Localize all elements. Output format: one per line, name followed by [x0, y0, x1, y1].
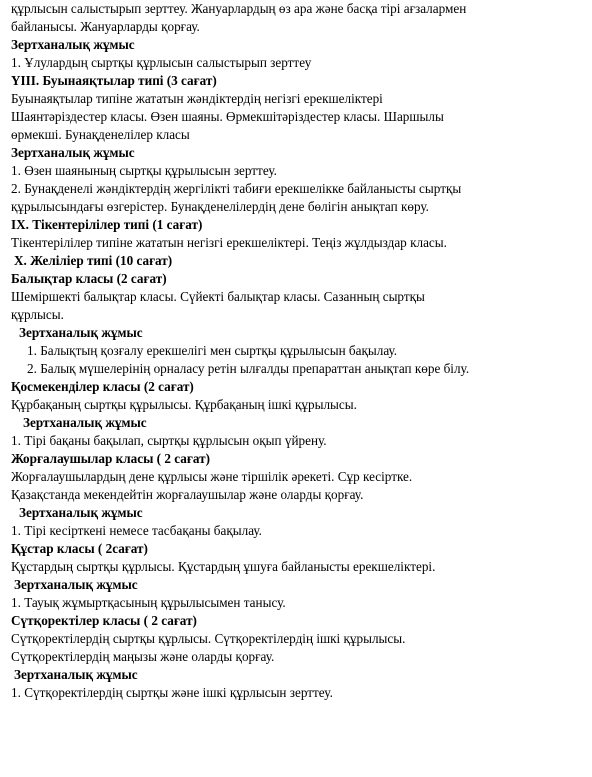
lab-work-heading: Зертханалық жұмыс — [23, 415, 147, 430]
class-heading: Балықтар класы (2 сағат) — [11, 271, 167, 286]
lab-work-item: 2. Бунақденелі жәндіктердің жергілікті табиғи ерекшелікке байланысты сыртқы — [11, 181, 462, 196]
class-heading: Жорғалаушылар класы ( 2 сағат) — [11, 451, 210, 466]
lab-work-heading: Зертханалық жұмыс — [14, 667, 138, 682]
body-text: Тікентерілілер типіне жататын негізгі ерекшеліктері. Теңіз жұлдыздар класы. — [11, 235, 447, 250]
lab-work-item: 1. Өзен шаянының сыртқы құрылысын зерттеу. — [11, 163, 277, 178]
lab-work-heading: Зертханалық жұмыс — [19, 325, 143, 340]
body-text: құрлысын салыстырып зерттеу. Жануарлардың өз ара және басқа тірі ағзалармен — [11, 1, 467, 16]
lab-work-item: 2. Балық мүшелерінің орналасу ретін ылғалды препараттан анықтап көре білу. — [27, 361, 470, 376]
body-text: Сүтқоректілердің сыртқы құрлысы. Сүтқоректілердің ішкі құрылысы. — [11, 631, 406, 646]
body-text: Шеміршекті балықтар класы. Сүйекті балықтар класы. Сазанның сыртқы — [11, 289, 425, 304]
class-heading: Қосмекенділер класы (2 сағат) — [11, 379, 194, 394]
document-page — [11, 0, 586, 702]
body-text: құрлысы. — [11, 307, 64, 322]
class-heading: Құстар класы ( 2сағат) — [11, 541, 148, 556]
lab-work-item: 1. Тауық жұмыртқасының құрылысымен танысу. — [11, 595, 286, 610]
body-text: Қазақстанда мекендейтін жорғалаушылар және оларды қорғау. — [11, 487, 364, 502]
class-heading: Сүтқоректілер класы ( 2 сағат) — [11, 613, 197, 628]
lab-work-heading: Зертханалық жұмыс — [11, 145, 135, 160]
body-text: құрылысындағы өзгерістер. Бунақденелілердің дене бөлігін анықтап көру. — [11, 199, 429, 214]
section-heading: ҮІІІ. Буынаяқтылар типі (3 сағат) — [11, 73, 217, 88]
lab-work-item: 1. Ұлулардың сыртқы құрлысын салыстырып зерттеу — [11, 55, 312, 70]
lab-work-item: 1. Тірі кесірткені немесе тасбақаны бақылау. — [11, 523, 262, 538]
lab-work-heading: Зертханалық жұмыс — [11, 37, 135, 52]
lab-work-item: 1. Балықтың қозғалу ерекшелігі мен сыртқы құрылысын бақылау. — [27, 343, 398, 358]
lab-work-item: 1. Тірі бақаны бақылап, сыртқы құрлысын оқып үйрену. — [11, 433, 327, 448]
lab-work-heading: Зертханалық жұмыс — [19, 505, 143, 520]
body-text: өрмекші. Бунақденелілер класы — [11, 127, 190, 142]
body-text: байланысы. Жануарларды қорғау. — [11, 19, 200, 34]
body-text: Буынаяқтылар типіне жататын жәндіктердің негізгі ерекшеліктері — [11, 91, 383, 106]
body-text: Жорғалаушылардың дене құрлысы және тіршілік әрекеті. Сұр кесіртке. — [11, 469, 413, 484]
section-heading: X. Желіліер типі (10 сағат) — [14, 253, 173, 268]
body-text: Шаянтәріздестер класы. Өзен шаяны. Өрмекшітәріздестер класы. Шаршылы — [11, 109, 444, 124]
body-text: Құстардың сыртқы құрлысы. Құстардың ұшуға байланысты ерекшеліктері. — [11, 559, 436, 574]
body-text: Сүтқоректілердің маңызы және оларды қорғау. — [11, 649, 275, 664]
lab-work-heading: Зертханалық жұмыс — [14, 577, 138, 592]
lab-work-item: 1. Сүтқоректілердің сыртқы және ішкі құрлысын зерттеу. — [11, 685, 333, 700]
body-text: Құрбақаның сыртқы құрылысы. Құрбақаның ішкі құрылысы. — [11, 397, 357, 412]
section-heading: IX. Тікентерілілер типі (1 сағат) — [11, 217, 203, 232]
